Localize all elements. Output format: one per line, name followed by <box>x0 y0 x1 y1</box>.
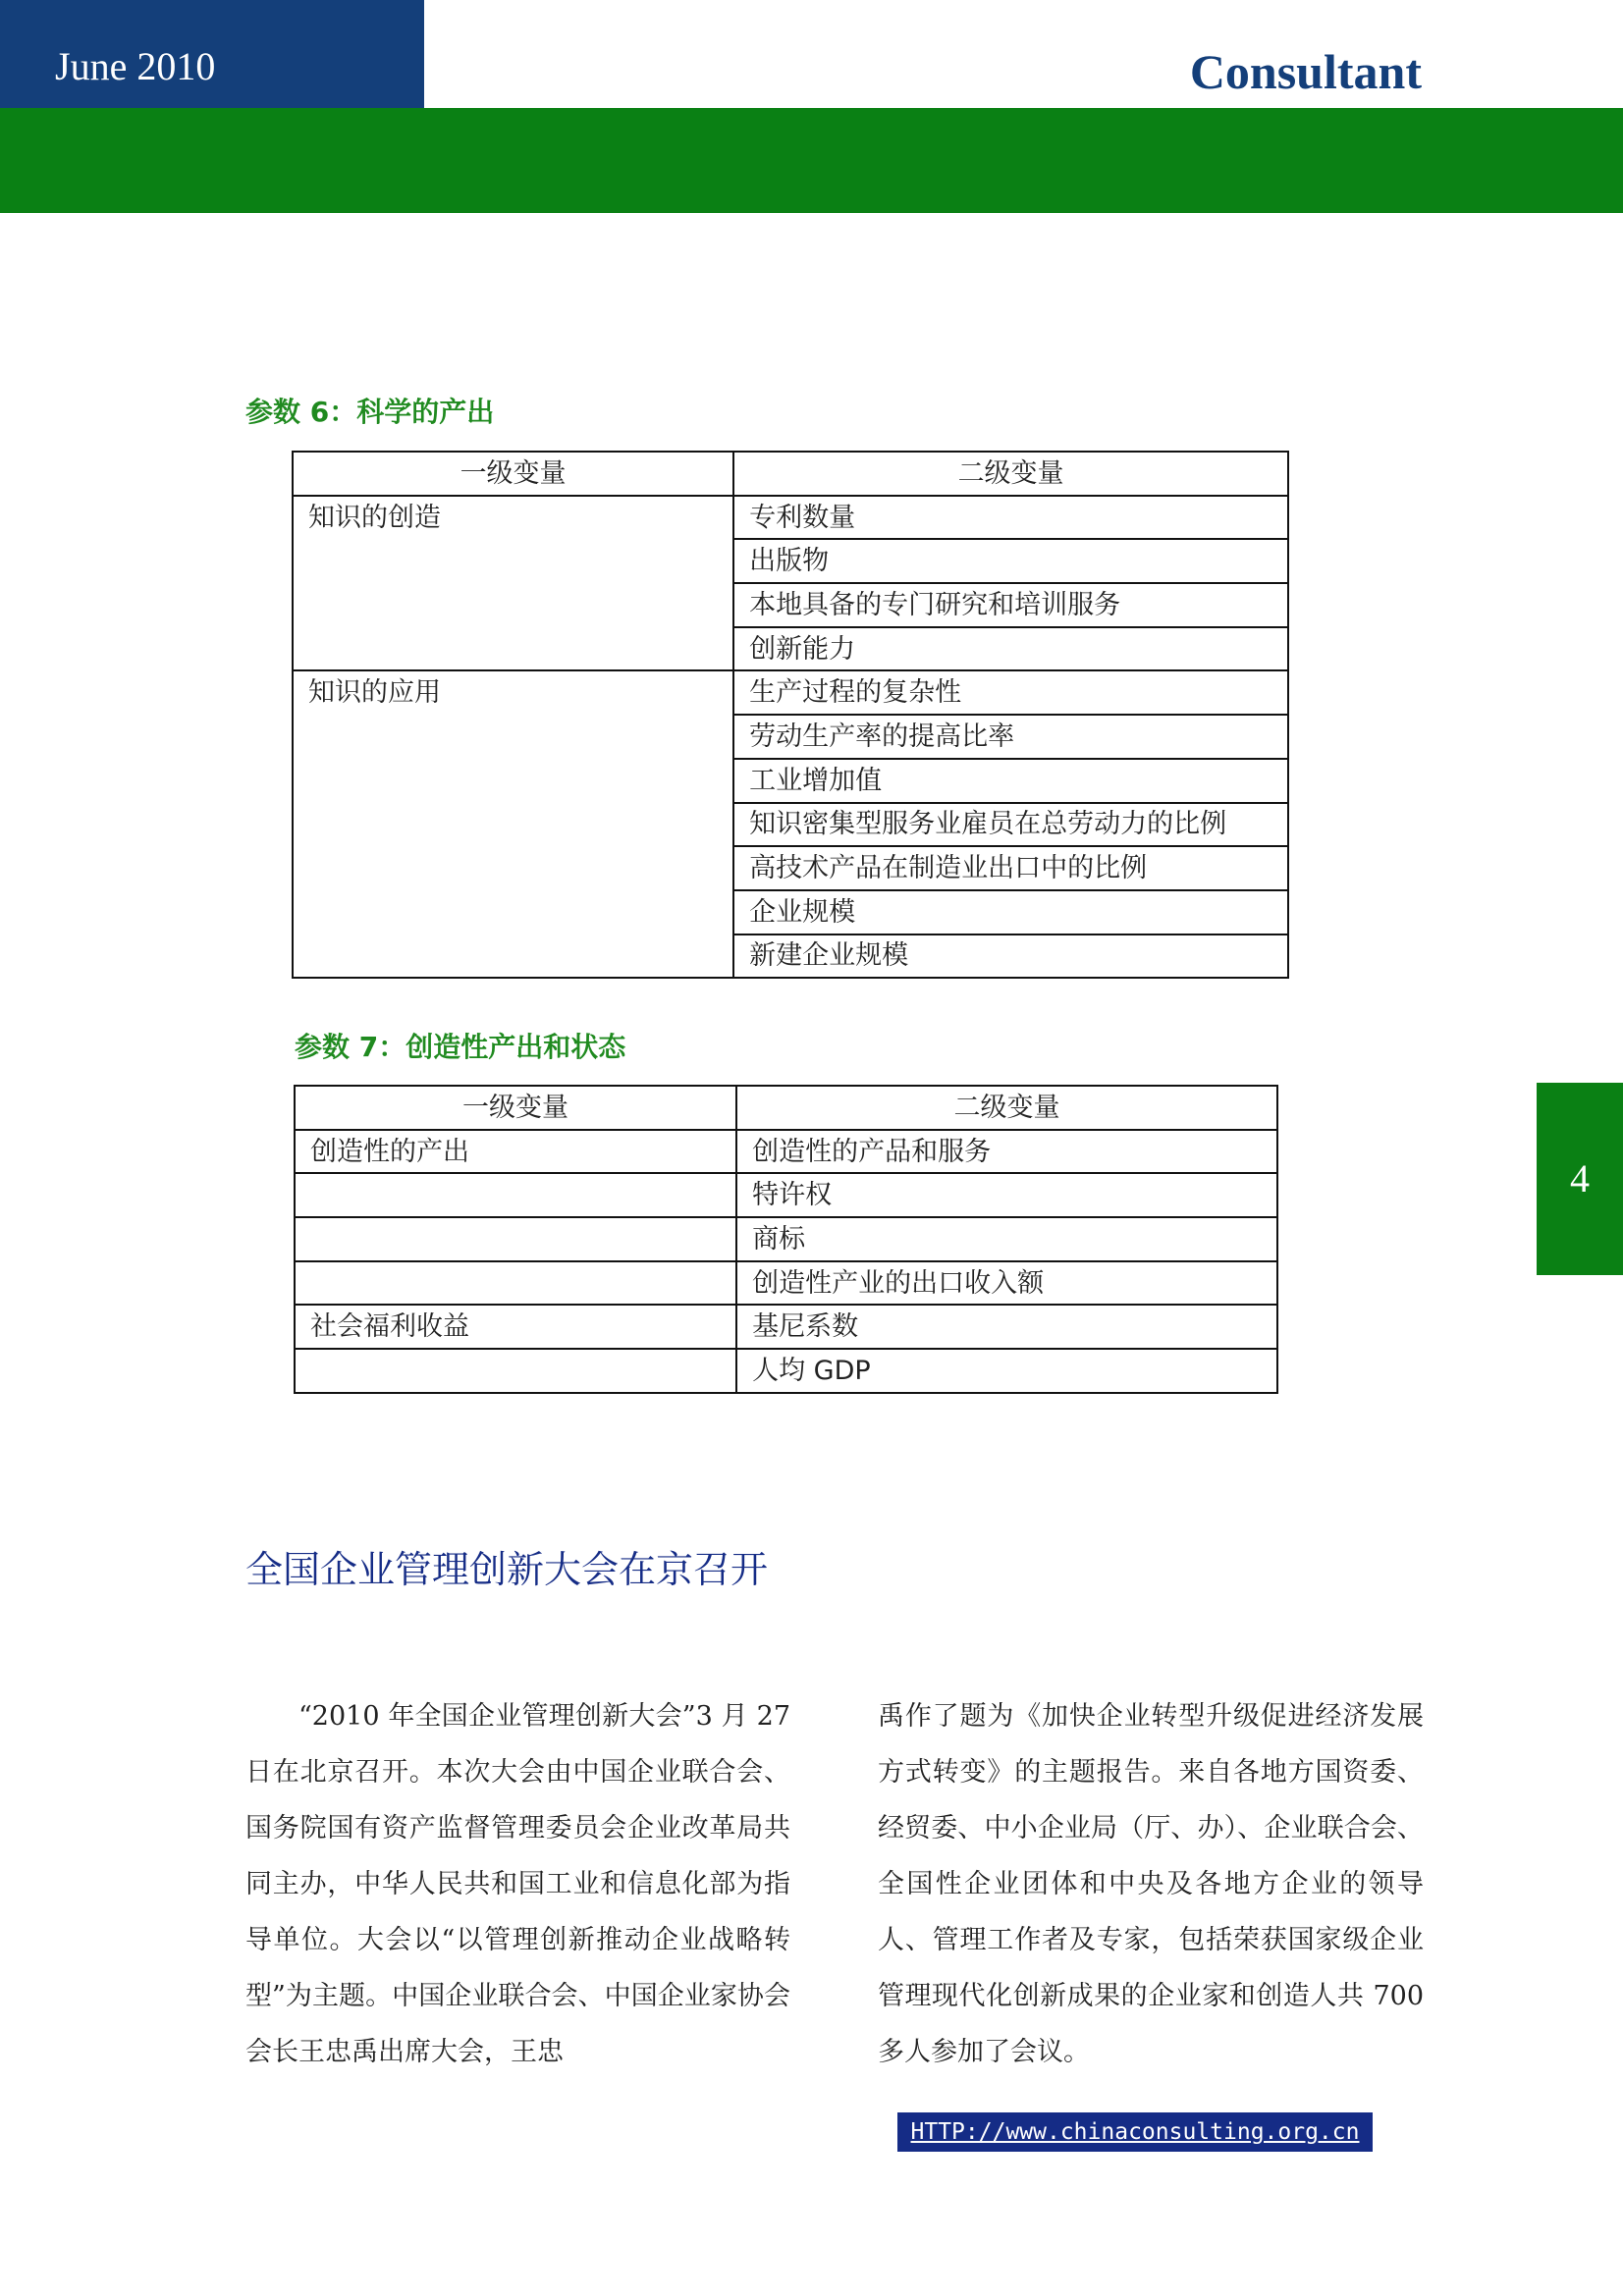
table-cell-level2: 创造性的产品和服务 <box>736 1130 1277 1174</box>
table-cell-level1: 创造性的产出 <box>295 1130 736 1174</box>
table-cell-level1: 知识的应用 <box>293 670 733 978</box>
table-row <box>295 1217 1277 1261</box>
table-cell-level2: 企业规模 <box>733 890 1288 934</box>
table-row <box>295 1261 1277 1306</box>
table-row <box>295 1130 1277 1174</box>
page-number-tab <box>1537 1083 1623 1275</box>
table-cell-level2: 创造性产业的出口收入额 <box>736 1261 1277 1306</box>
table-cell-level1 <box>295 1217 736 1261</box>
header-green-band <box>0 108 1623 213</box>
table-header-row <box>295 1086 1277 1130</box>
website-link[interactable]: HTTP://www.chinaconsulting.org.cn <box>897 2112 1373 2152</box>
table-cell-level2: 基尼系数 <box>736 1305 1277 1349</box>
param6-label: 参数 6：科学的产出 <box>245 396 495 428</box>
table-cell-level2: 本地具备的专门研究和培训服务 <box>733 583 1288 627</box>
table-cell-level1: 社会福利收益 <box>295 1305 736 1349</box>
table-cell-level2: 创新能力 <box>733 627 1288 671</box>
issue-date: June 2010 <box>55 44 216 88</box>
table-cell-level2: 工业增加值 <box>733 759 1288 803</box>
table-row <box>293 670 1288 715</box>
article-title: 全国企业管理创新大会在京召开 <box>245 1548 769 1591</box>
table-header-row <box>293 452 1288 496</box>
article-text-right-column: 禹作了题为《加快企业转型升级促进经济发展方式转变》的主题报告。来自各地方国资委、经贸委、中小企业局（厅、办）、企业联合会、全国性企业团体和中央及各地方企业的领导人、管理工作者及专家，包括荣获国家级企业管理现代化创新成果的企业家和创造人共 700 多人参加了会议。 <box>878 1701 1424 2067</box>
table-cell-level2: 生产过程的复杂性 <box>733 670 1288 715</box>
table-row <box>295 1349 1277 1393</box>
magazine-title: Consultant <box>1189 44 1422 99</box>
table-cell-level2: 商标 <box>736 1217 1277 1261</box>
table-cell-level2: 人均 GDP <box>736 1349 1277 1393</box>
table-header-cell: 一级变量 <box>293 452 733 496</box>
table-header-cell: 二级变量 <box>733 452 1288 496</box>
table-cell-level2: 专利数量 <box>733 496 1288 540</box>
table-cell-level1 <box>295 1261 736 1306</box>
param7-label: 参数 7：创造性产出和状态 <box>295 1031 626 1063</box>
table-row <box>295 1305 1277 1349</box>
table-cell-level2: 高技术产品在制造业出口中的比例 <box>733 846 1288 890</box>
table-cell-level2: 知识密集型服务业雇员在总劳动力的比例 <box>733 803 1288 847</box>
article-text-left-column: “2010 年全国企业管理创新大会”3 月 27 日在北京召开。本次大会由中国企业联合会、国务院国有资产监督管理委员会企业改革局共同主办，中华人民共和国工业和信息化部为指导单位。大会以“以管理创新推动企业战略转型”为主题。中国企业联合会、中国企业家协会会长王忠禹出席大会，王忠 <box>245 1701 790 2067</box>
table-cell-level2: 出版物 <box>733 539 1288 583</box>
table-row <box>295 1173 1277 1217</box>
param7-table <box>294 1085 1278 1394</box>
table-cell-level1: 知识的创造 <box>293 496 733 671</box>
table-cell-level2: 特许权 <box>736 1173 1277 1217</box>
table-row <box>293 496 1288 540</box>
table-cell-level2: 劳动生产率的提高比率 <box>733 715 1288 759</box>
table-header-cell: 二级变量 <box>736 1086 1277 1130</box>
table-cell-level2: 新建企业规模 <box>733 934 1288 979</box>
param6-table <box>292 451 1289 979</box>
table-header-cell: 一级变量 <box>295 1086 736 1130</box>
page-number: 4 <box>1570 1156 1590 1201</box>
table-cell-level1 <box>295 1173 736 1217</box>
table-cell-level1 <box>295 1349 736 1393</box>
